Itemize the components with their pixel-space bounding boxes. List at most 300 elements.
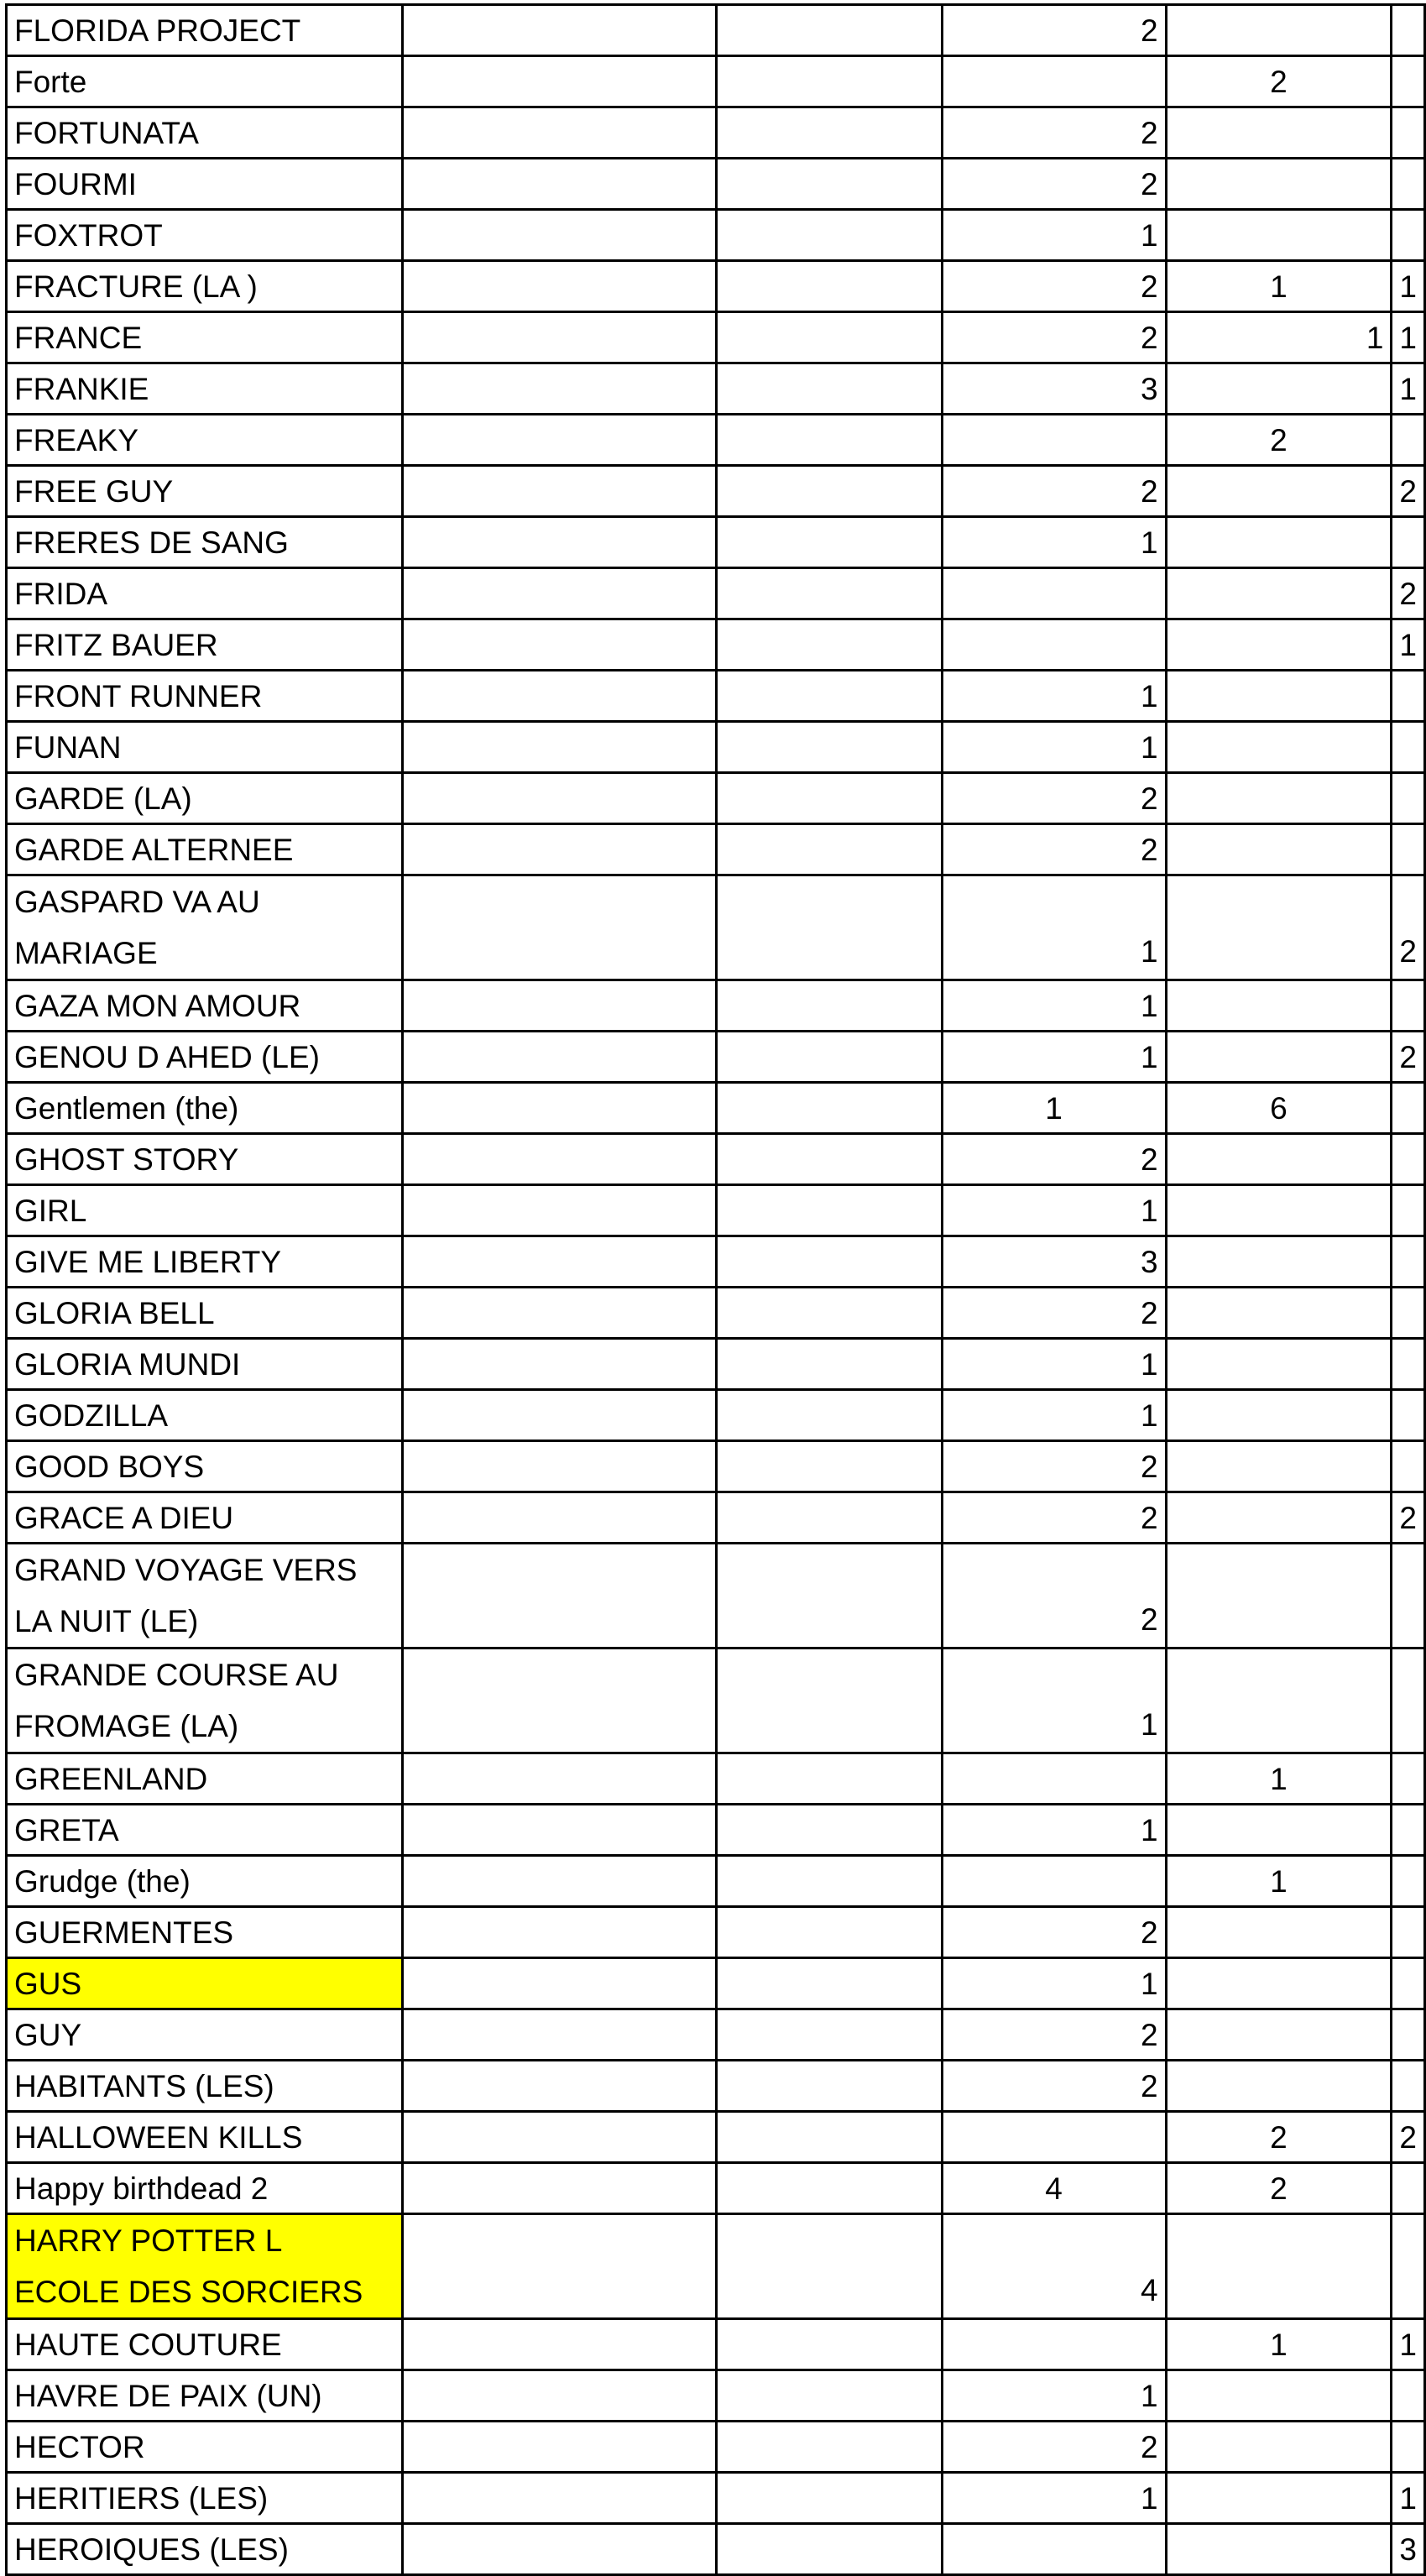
count-cell-c5[interactable]: 1 (1392, 619, 1425, 671)
film-title-cell[interactable]: HAVRE DE PAIX (UN) (7, 2370, 403, 2422)
count-cell-c2[interactable] (716, 2370, 942, 2422)
count-cell-c3[interactable]: 1 (942, 517, 1166, 568)
count-cell-c3[interactable] (942, 56, 1166, 107)
count-cell-c5[interactable] (1392, 1339, 1425, 1390)
count-cell-c3[interactable] (942, 415, 1166, 466)
count-cell-c1[interactable] (402, 1958, 716, 2009)
table-row (7, 2473, 1425, 2524)
count-cell-c2[interactable] (716, 1134, 942, 1185)
count-cell-c4[interactable] (1166, 210, 1392, 261)
count-cell-c3[interactable]: 2 (942, 1492, 1166, 1544)
count-cell-c5[interactable] (1392, 1544, 1425, 1649)
film-title-cell[interactable]: FREAKY (7, 415, 403, 466)
count-cell-c4[interactable] (1166, 1441, 1392, 1492)
count-cell-c3[interactable]: 2 (942, 1134, 1166, 1185)
film-title-cell[interactable]: GHOST STORY (7, 1134, 403, 1185)
count-cell-c3[interactable] (942, 2112, 1166, 2163)
count-cell-c2[interactable] (716, 824, 942, 875)
count-cell-c5[interactable] (1392, 1288, 1425, 1339)
count-cell-c4[interactable] (1166, 517, 1392, 568)
count-cell-c4[interactable] (1166, 5, 1392, 56)
table-row (7, 722, 1425, 773)
count-cell-c2[interactable] (716, 107, 942, 159)
count-cell-c3[interactable]: 2 (942, 2061, 1166, 2112)
count-cell-c5[interactable] (1392, 980, 1425, 1032)
count-cell-c4[interactable] (1166, 2422, 1392, 2473)
count-cell-c5[interactable] (1392, 517, 1425, 568)
count-cell-c4[interactable] (1166, 2061, 1392, 2112)
count-cell-c4[interactable] (1166, 159, 1392, 210)
count-cell-c2[interactable] (716, 2112, 942, 2163)
count-cell-c2[interactable] (716, 466, 942, 517)
count-cell-c3[interactable]: 3 (942, 1236, 1166, 1288)
count-cell-c1[interactable] (402, 2319, 716, 2370)
film-title-cell[interactable]: GLORIA BELL (7, 1288, 403, 1339)
film-title-cell[interactable]: Grudge (the) (7, 1856, 403, 1907)
count-cell-c3[interactable]: 2 (942, 824, 1166, 875)
count-cell-c2[interactable] (716, 722, 942, 773)
count-cell-c2[interactable] (716, 2422, 942, 2473)
count-cell-c2[interactable] (716, 415, 942, 466)
count-cell-c3[interactable]: 1 (942, 2370, 1166, 2422)
count-cell-c5[interactable] (1392, 56, 1425, 107)
count-cell-c5[interactable]: 2 (1392, 568, 1425, 619)
film-title-cell[interactable]: FRERES DE SANG (7, 517, 403, 568)
count-cell-c5[interactable]: 2 (1392, 2112, 1425, 2163)
count-cell-c5[interactable] (1392, 773, 1425, 824)
count-cell-c1[interactable] (402, 2009, 716, 2061)
count-cell-c4[interactable] (1166, 824, 1392, 875)
count-cell-c4[interactable] (1166, 1544, 1392, 1649)
count-cell-c5[interactable]: 1 (1392, 312, 1425, 363)
count-cell-c3[interactable]: 4 (942, 2214, 1166, 2319)
count-cell-c3[interactable]: 1 (942, 1958, 1166, 2009)
count-cell-c5[interactable] (1392, 2009, 1425, 2061)
count-cell-c4[interactable] (1166, 2473, 1392, 2524)
count-cell-c5[interactable] (1392, 1185, 1425, 1236)
film-title-cell[interactable]: GRETA (7, 1805, 403, 1856)
film-title-cell[interactable]: FUNAN (7, 722, 403, 773)
count-cell-c1[interactable] (402, 1907, 716, 1958)
count-cell-c4[interactable] (1166, 1032, 1392, 1083)
count-cell-c5[interactable] (1392, 2163, 1425, 2214)
count-cell-c3[interactable]: 3 (942, 363, 1166, 415)
count-cell-c3[interactable]: 4 (942, 2163, 1166, 2214)
count-cell-c5[interactable] (1392, 5, 1425, 56)
film-title-cell[interactable]: HARRY POTTER L ECOLE DES SORCIERS (7, 2214, 403, 2319)
count-cell-c4[interactable] (1166, 2370, 1392, 2422)
count-cell-c5[interactable] (1392, 1753, 1425, 1805)
count-cell-c1[interactable] (402, 261, 716, 312)
film-title-cell[interactable]: GLORIA MUNDI (7, 1339, 403, 1390)
count-cell-c2[interactable] (716, 56, 942, 107)
count-cell-c4[interactable]: 1 (1166, 1856, 1392, 1907)
count-cell-c2[interactable] (716, 1236, 942, 1288)
count-cell-c2[interactable] (716, 261, 942, 312)
count-cell-c5[interactable] (1392, 671, 1425, 722)
count-cell-c4[interactable] (1166, 1492, 1392, 1544)
count-cell-c2[interactable] (716, 1492, 942, 1544)
count-cell-c5[interactable] (1392, 159, 1425, 210)
count-cell-c3[interactable]: 2 (942, 1907, 1166, 1958)
count-cell-c4[interactable] (1166, 671, 1392, 722)
count-cell-c5[interactable] (1392, 1805, 1425, 1856)
count-cell-c2[interactable] (716, 5, 942, 56)
count-cell-c4[interactable]: 1 (1166, 261, 1392, 312)
count-cell-c4[interactable] (1166, 1958, 1392, 2009)
count-cell-c2[interactable] (716, 363, 942, 415)
count-cell-c3[interactable]: 2 (942, 312, 1166, 363)
count-cell-c4[interactable]: 6 (1166, 1083, 1392, 1134)
count-cell-c2[interactable] (716, 2319, 942, 2370)
count-cell-c5[interactable]: 2 (1392, 1492, 1425, 1544)
count-cell-c4[interactable] (1166, 1907, 1392, 1958)
count-cell-c4[interactable] (1166, 1390, 1392, 1441)
count-cell-c5[interactable] (1392, 2214, 1425, 2319)
count-cell-c4[interactable] (1166, 2214, 1392, 2319)
count-cell-c3[interactable]: 2 (942, 1288, 1166, 1339)
count-cell-c1[interactable] (402, 107, 716, 159)
count-cell-c4[interactable]: 1 (1166, 312, 1392, 363)
count-cell-c4[interactable] (1166, 1288, 1392, 1339)
film-title-cell[interactable]: FRONT RUNNER (7, 671, 403, 722)
count-cell-c3[interactable]: 1 (942, 671, 1166, 722)
count-cell-c5[interactable] (1392, 415, 1425, 466)
count-cell-c2[interactable] (716, 1441, 942, 1492)
table-row (7, 1856, 1425, 1907)
count-cell-c1[interactable] (402, 415, 716, 466)
count-cell-c4[interactable]: 2 (1166, 2112, 1392, 2163)
count-cell-c5[interactable]: 1 (1392, 261, 1425, 312)
count-cell-c4[interactable] (1166, 1649, 1392, 1753)
table-row (7, 1753, 1425, 1805)
count-cell-c3[interactable]: 1 (942, 1649, 1166, 1753)
count-cell-c1[interactable] (402, 2370, 716, 2422)
count-cell-c3[interactable]: 1 (942, 875, 1166, 980)
table-row (7, 824, 1425, 875)
count-cell-c5[interactable] (1392, 2422, 1425, 2473)
count-cell-c2[interactable] (716, 1856, 942, 1907)
film-title-cell[interactable]: HECTOR (7, 2422, 403, 2473)
count-cell-c1[interactable] (402, 1339, 716, 1390)
count-cell-c1[interactable] (402, 1649, 716, 1753)
film-title-cell[interactable]: FOXTROT (7, 210, 403, 261)
count-cell-c5[interactable]: 2 (1392, 875, 1425, 980)
count-cell-c3[interactable] (942, 1753, 1166, 1805)
film-title-cell[interactable]: HABITANTS (LES) (7, 2061, 403, 2112)
count-cell-c1[interactable] (402, 363, 716, 415)
count-cell-c3[interactable]: 2 (942, 1441, 1166, 1492)
count-cell-c5[interactable] (1392, 1134, 1425, 1185)
count-cell-c2[interactable] (716, 1753, 942, 1805)
count-cell-c2[interactable] (716, 2473, 942, 2524)
count-cell-c1[interactable] (402, 2422, 716, 2473)
count-cell-c4[interactable] (1166, 2524, 1392, 2575)
count-cell-c3[interactable]: 2 (942, 5, 1166, 56)
count-cell-c2[interactable] (716, 1958, 942, 2009)
film-title-cell[interactable]: GIRL (7, 1185, 403, 1236)
film-title-cell[interactable]: HEROIQUES (LES) (7, 2524, 403, 2575)
count-cell-c5[interactable] (1392, 1236, 1425, 1288)
count-cell-c1[interactable] (402, 2061, 716, 2112)
count-cell-c5[interactable] (1392, 1390, 1425, 1441)
film-title-cell[interactable]: HAUTE COUTURE (7, 2319, 403, 2370)
count-cell-c1[interactable] (402, 5, 716, 56)
count-cell-c4[interactable]: 2 (1166, 2163, 1392, 2214)
count-cell-c1[interactable] (402, 1185, 716, 1236)
table-row (7, 107, 1425, 159)
film-title-cell[interactable]: GAZA MON AMOUR (7, 980, 403, 1032)
table-row (7, 1185, 1425, 1236)
count-cell-c1[interactable] (402, 2112, 716, 2163)
count-cell-c2[interactable] (716, 2061, 942, 2112)
count-cell-c2[interactable] (716, 1032, 942, 1083)
count-cell-c1[interactable] (402, 1134, 716, 1185)
film-title-cell[interactable]: GENOU D AHED (LE) (7, 1032, 403, 1083)
film-title-cell[interactable]: Forte (7, 56, 403, 107)
count-cell-c4[interactable]: 1 (1166, 1753, 1392, 1805)
film-title-cell[interactable]: Happy birthdead 2 (7, 2163, 403, 2214)
count-cell-c5[interactable] (1392, 1958, 1425, 2009)
count-cell-c4[interactable] (1166, 722, 1392, 773)
table-row (7, 1441, 1425, 1492)
count-cell-c2[interactable] (716, 875, 942, 980)
count-cell-c3[interactable] (942, 619, 1166, 671)
film-title-cell[interactable]: FRACTURE (LA ) (7, 261, 403, 312)
count-cell-c1[interactable] (402, 2473, 716, 2524)
film-title-cell[interactable]: GREENLAND (7, 1753, 403, 1805)
count-cell-c2[interactable] (716, 1288, 942, 1339)
count-cell-c5[interactable] (1392, 2370, 1425, 2422)
count-cell-c3[interactable]: 2 (942, 261, 1166, 312)
count-cell-c4[interactable] (1166, 1805, 1392, 1856)
table-row (7, 1032, 1425, 1083)
count-cell-c2[interactable] (716, 1083, 942, 1134)
count-cell-c2[interactable] (716, 1339, 942, 1390)
count-cell-c5[interactable] (1392, 722, 1425, 773)
table-row (7, 2009, 1425, 2061)
count-cell-c3[interactable]: 2 (942, 2009, 1166, 2061)
count-cell-c3[interactable]: 1 (942, 1390, 1166, 1441)
count-cell-c3[interactable]: 1 (942, 1805, 1166, 1856)
count-cell-c5[interactable] (1392, 1907, 1425, 1958)
table-row (7, 1958, 1425, 2009)
count-cell-c3[interactable]: 2 (942, 107, 1166, 159)
count-cell-c1[interactable] (402, 1083, 716, 1134)
count-cell-c4[interactable]: 2 (1166, 56, 1392, 107)
count-cell-c3[interactable]: 1 (942, 1032, 1166, 1083)
count-cell-c4[interactable] (1166, 466, 1392, 517)
count-cell-c5[interactable] (1392, 1856, 1425, 1907)
count-cell-c1[interactable] (402, 2214, 716, 2319)
count-cell-c1[interactable] (402, 2524, 716, 2575)
table-row (7, 568, 1425, 619)
count-cell-c3[interactable]: 1 (942, 722, 1166, 773)
count-cell-c3[interactable] (942, 1856, 1166, 1907)
count-cell-c5[interactable] (1392, 107, 1425, 159)
film-title-cell[interactable]: FRANKIE (7, 363, 403, 415)
count-cell-c3[interactable]: 2 (942, 773, 1166, 824)
count-cell-c2[interactable] (716, 312, 942, 363)
table-row (7, 56, 1425, 107)
count-cell-c4[interactable] (1166, 107, 1392, 159)
count-cell-c4[interactable]: 1 (1166, 2319, 1392, 2370)
count-cell-c1[interactable] (402, 466, 716, 517)
count-cell-c4[interactable] (1166, 363, 1392, 415)
film-title-cell[interactable]: FOURMI (7, 159, 403, 210)
count-cell-c3[interactable] (942, 568, 1166, 619)
film-title-cell[interactable]: GRAND VOYAGE VERS LA NUIT (LE) (7, 1544, 403, 1649)
film-title-cell[interactable]: FREE GUY (7, 466, 403, 517)
count-cell-c4[interactable]: 2 (1166, 415, 1392, 466)
count-cell-c5[interactable]: 2 (1392, 466, 1425, 517)
count-cell-c2[interactable] (716, 568, 942, 619)
table-row (7, 980, 1425, 1032)
film-title-cell[interactable]: FLORIDA PROJECT (7, 5, 403, 56)
count-cell-c3[interactable]: 1 (942, 980, 1166, 1032)
spreadsheet-table (5, 3, 1426, 2576)
count-cell-c5[interactable] (1392, 2061, 1425, 2112)
table-row (7, 1390, 1425, 1441)
table-row (7, 2319, 1425, 2370)
count-cell-c2[interactable] (716, 619, 942, 671)
count-cell-c4[interactable] (1166, 1185, 1392, 1236)
count-cell-c1[interactable] (402, 159, 716, 210)
count-cell-c5[interactable]: 1 (1392, 2319, 1425, 2370)
count-cell-c1[interactable] (402, 517, 716, 568)
count-cell-c1[interactable] (402, 1856, 716, 1907)
count-cell-c1[interactable] (402, 824, 716, 875)
count-cell-c2[interactable] (716, 1390, 942, 1441)
count-cell-c2[interactable] (716, 210, 942, 261)
count-cell-c3[interactable] (942, 2319, 1166, 2370)
table-row (7, 5, 1425, 56)
count-cell-c1[interactable] (402, 1753, 716, 1805)
count-cell-c2[interactable] (716, 1544, 942, 1649)
count-cell-c2[interactable] (716, 2214, 942, 2319)
film-title-cell[interactable]: GASPARD VA AU MARIAGE (7, 875, 403, 980)
film-title-cell[interactable]: GRACE A DIEU (7, 1492, 403, 1544)
count-cell-c4[interactable] (1166, 2009, 1392, 2061)
count-cell-c2[interactable] (716, 1805, 942, 1856)
film-title-cell[interactable]: GUS (7, 1958, 403, 2009)
spreadsheet-body (7, 5, 1425, 2575)
count-cell-c2[interactable] (716, 159, 942, 210)
count-cell-c1[interactable] (402, 1441, 716, 1492)
count-cell-c3[interactable]: 1 (942, 2473, 1166, 2524)
count-cell-c5[interactable] (1392, 210, 1425, 261)
count-cell-c1[interactable] (402, 671, 716, 722)
count-cell-c1[interactable] (402, 210, 716, 261)
count-cell-c4[interactable] (1166, 980, 1392, 1032)
film-title-cell[interactable]: FRITZ BAUER (7, 619, 403, 671)
count-cell-c1[interactable] (402, 773, 716, 824)
film-title-cell[interactable]: GRANDE COURSE AU FROMAGE (LA) (7, 1649, 403, 1753)
film-title-cell[interactable]: GODZILLA (7, 1390, 403, 1441)
count-cell-c3[interactable]: 1 (942, 1083, 1166, 1134)
count-cell-c2[interactable] (716, 2009, 942, 2061)
count-cell-c2[interactable] (716, 517, 942, 568)
count-cell-c5[interactable] (1392, 824, 1425, 875)
count-cell-c1[interactable] (402, 312, 716, 363)
count-cell-c3[interactable]: 1 (942, 1185, 1166, 1236)
count-cell-c3[interactable]: 1 (942, 1339, 1166, 1390)
count-cell-c4[interactable] (1166, 773, 1392, 824)
count-cell-c3[interactable]: 1 (942, 210, 1166, 261)
count-cell-c3[interactable]: 2 (942, 466, 1166, 517)
table-row (7, 619, 1425, 671)
count-cell-c1[interactable] (402, 1805, 716, 1856)
count-cell-c1[interactable] (402, 619, 716, 671)
count-cell-c4[interactable] (1166, 1339, 1392, 1390)
film-title-cell[interactable]: FRANCE (7, 312, 403, 363)
count-cell-c1[interactable] (402, 56, 716, 107)
count-cell-c2[interactable] (716, 1185, 942, 1236)
count-cell-c2[interactable] (716, 773, 942, 824)
film-title-cell[interactable]: GIVE ME LIBERTY (7, 1236, 403, 1288)
count-cell-c5[interactable]: 1 (1392, 363, 1425, 415)
count-cell-c3[interactable]: 2 (942, 1544, 1166, 1649)
count-cell-c1[interactable] (402, 722, 716, 773)
table-row (7, 1544, 1425, 1649)
count-cell-c2[interactable] (716, 2524, 942, 2575)
count-cell-c1[interactable] (402, 1032, 716, 1083)
count-cell-c3[interactable]: 2 (942, 159, 1166, 210)
count-cell-c2[interactable] (716, 1907, 942, 1958)
count-cell-c3[interactable]: 2 (942, 2422, 1166, 2473)
film-title-cell[interactable]: GUERMENTES (7, 1907, 403, 1958)
count-cell-c2[interactable] (716, 671, 942, 722)
film-title-cell[interactable]: HALLOWEEN KILLS (7, 2112, 403, 2163)
count-cell-c5[interactable] (1392, 1649, 1425, 1753)
film-title-cell[interactable]: HERITIERS (LES) (7, 2473, 403, 2524)
count-cell-c1[interactable] (402, 2163, 716, 2214)
count-cell-c2[interactable] (716, 2163, 942, 2214)
film-title-cell[interactable]: FRIDA (7, 568, 403, 619)
film-title-cell[interactable]: GUY (7, 2009, 403, 2061)
count-cell-c3[interactable] (942, 2524, 1166, 2575)
film-title-cell[interactable]: Gentlemen (the) (7, 1083, 403, 1134)
count-cell-c1[interactable] (402, 568, 716, 619)
film-title-cell[interactable]: GARDE ALTERNEE (7, 824, 403, 875)
count-cell-c1[interactable] (402, 1236, 716, 1288)
count-cell-c1[interactable] (402, 1492, 716, 1544)
count-cell-c2[interactable] (716, 980, 942, 1032)
count-cell-c4[interactable] (1166, 1236, 1392, 1288)
count-cell-c5[interactable] (1392, 1083, 1425, 1134)
table-row (7, 671, 1425, 722)
count-cell-c5[interactable]: 3 (1392, 2524, 1425, 2575)
count-cell-c5[interactable] (1392, 1441, 1425, 1492)
film-title-cell[interactable]: GOOD BOYS (7, 1441, 403, 1492)
table-row (7, 1649, 1425, 1753)
count-cell-c5[interactable]: 2 (1392, 1032, 1425, 1083)
count-cell-c1[interactable] (402, 875, 716, 980)
count-cell-c1[interactable] (402, 1544, 716, 1649)
count-cell-c5[interactable]: 1 (1392, 2473, 1425, 2524)
count-cell-c1[interactable] (402, 1390, 716, 1441)
film-title-cell[interactable]: FORTUNATA (7, 107, 403, 159)
count-cell-c4[interactable] (1166, 619, 1392, 671)
count-cell-c1[interactable] (402, 1288, 716, 1339)
count-cell-c2[interactable] (716, 1649, 942, 1753)
film-title-cell[interactable]: GARDE (LA) (7, 773, 403, 824)
table-row (7, 1288, 1425, 1339)
count-cell-c1[interactable] (402, 980, 716, 1032)
count-cell-c4[interactable] (1166, 1134, 1392, 1185)
count-cell-c4[interactable] (1166, 568, 1392, 619)
count-cell-c4[interactable] (1166, 875, 1392, 980)
